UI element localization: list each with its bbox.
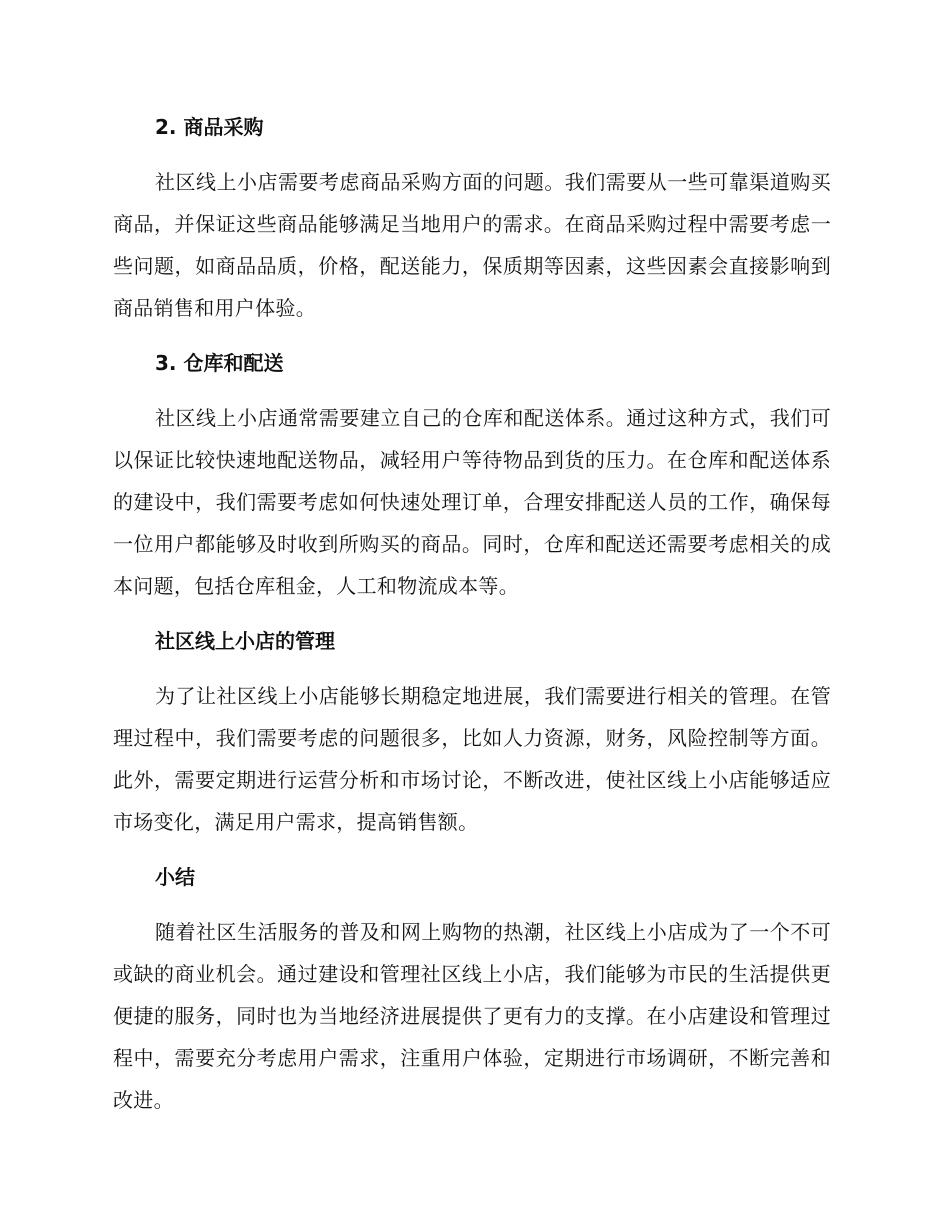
document-body	[113, 107, 831, 1121]
section-heading-warehouse-delivery: 3. 仓库和配送	[155, 351, 284, 375]
section-paragraph-management: 为了让社区线上小店能够长期稳定地进展，我们需要进行相关的管理。在管理过程中，我们需要考虑的问题很多，比如人力资源，财务，风险控制等方面。此外，需要定期进行运营分析和市场讨论，不断改进，使社区线上小店能够适应市场变化，满足用户需求，提高销售额。	[113, 684, 831, 834]
section-paragraph-summary: 随着社区生活服务的普及和网上购物的热潮，社区线上小店成为了一个不可或缺的商业机会。通过建设和管理社区线上小店，我们能够为市民的生活提供更便捷的服务，同时也为当地经济进展提供了更有力的支撑。在小店建设和管理过程中，需要充分考虑用户需求，注重用户体验，定期进行市场调研，不断完善和改进。	[113, 920, 831, 1112]
section-paragraph-procurement: 社区线上小店需要考虑商品采购方面的问题。我们需要从一些可靠渠道购买商品，并保证这些商品能够满足当地用户的需求。在商品采购过程中需要考虑一些问题，如商品品质，价格，配送能力，保质期等因素，这些因素会直接影响到商品销售和用户体验。	[113, 170, 831, 320]
section-paragraph-warehouse-delivery: 社区线上小店通常需要建立自己的仓库和配送体系。通过这种方式，我们可以保证比较快速地配送物品，减轻用户等待物品到货的压力。在仓库和配送体系的建设中，我们需要考虑如何快速处理订单，合理安排配送人员的工作，确保每一位用户都能够及时收到所购买的商品。同时，仓库和配送还需要考虑相关的成本问题，包括仓库租金，人工和物流成本等。	[113, 406, 831, 598]
section-heading-procurement: 2. 商品采购	[155, 115, 264, 139]
section-heading-management: 社区线上小店的管理	[155, 629, 335, 653]
section-heading-summary: 小结	[155, 865, 195, 889]
